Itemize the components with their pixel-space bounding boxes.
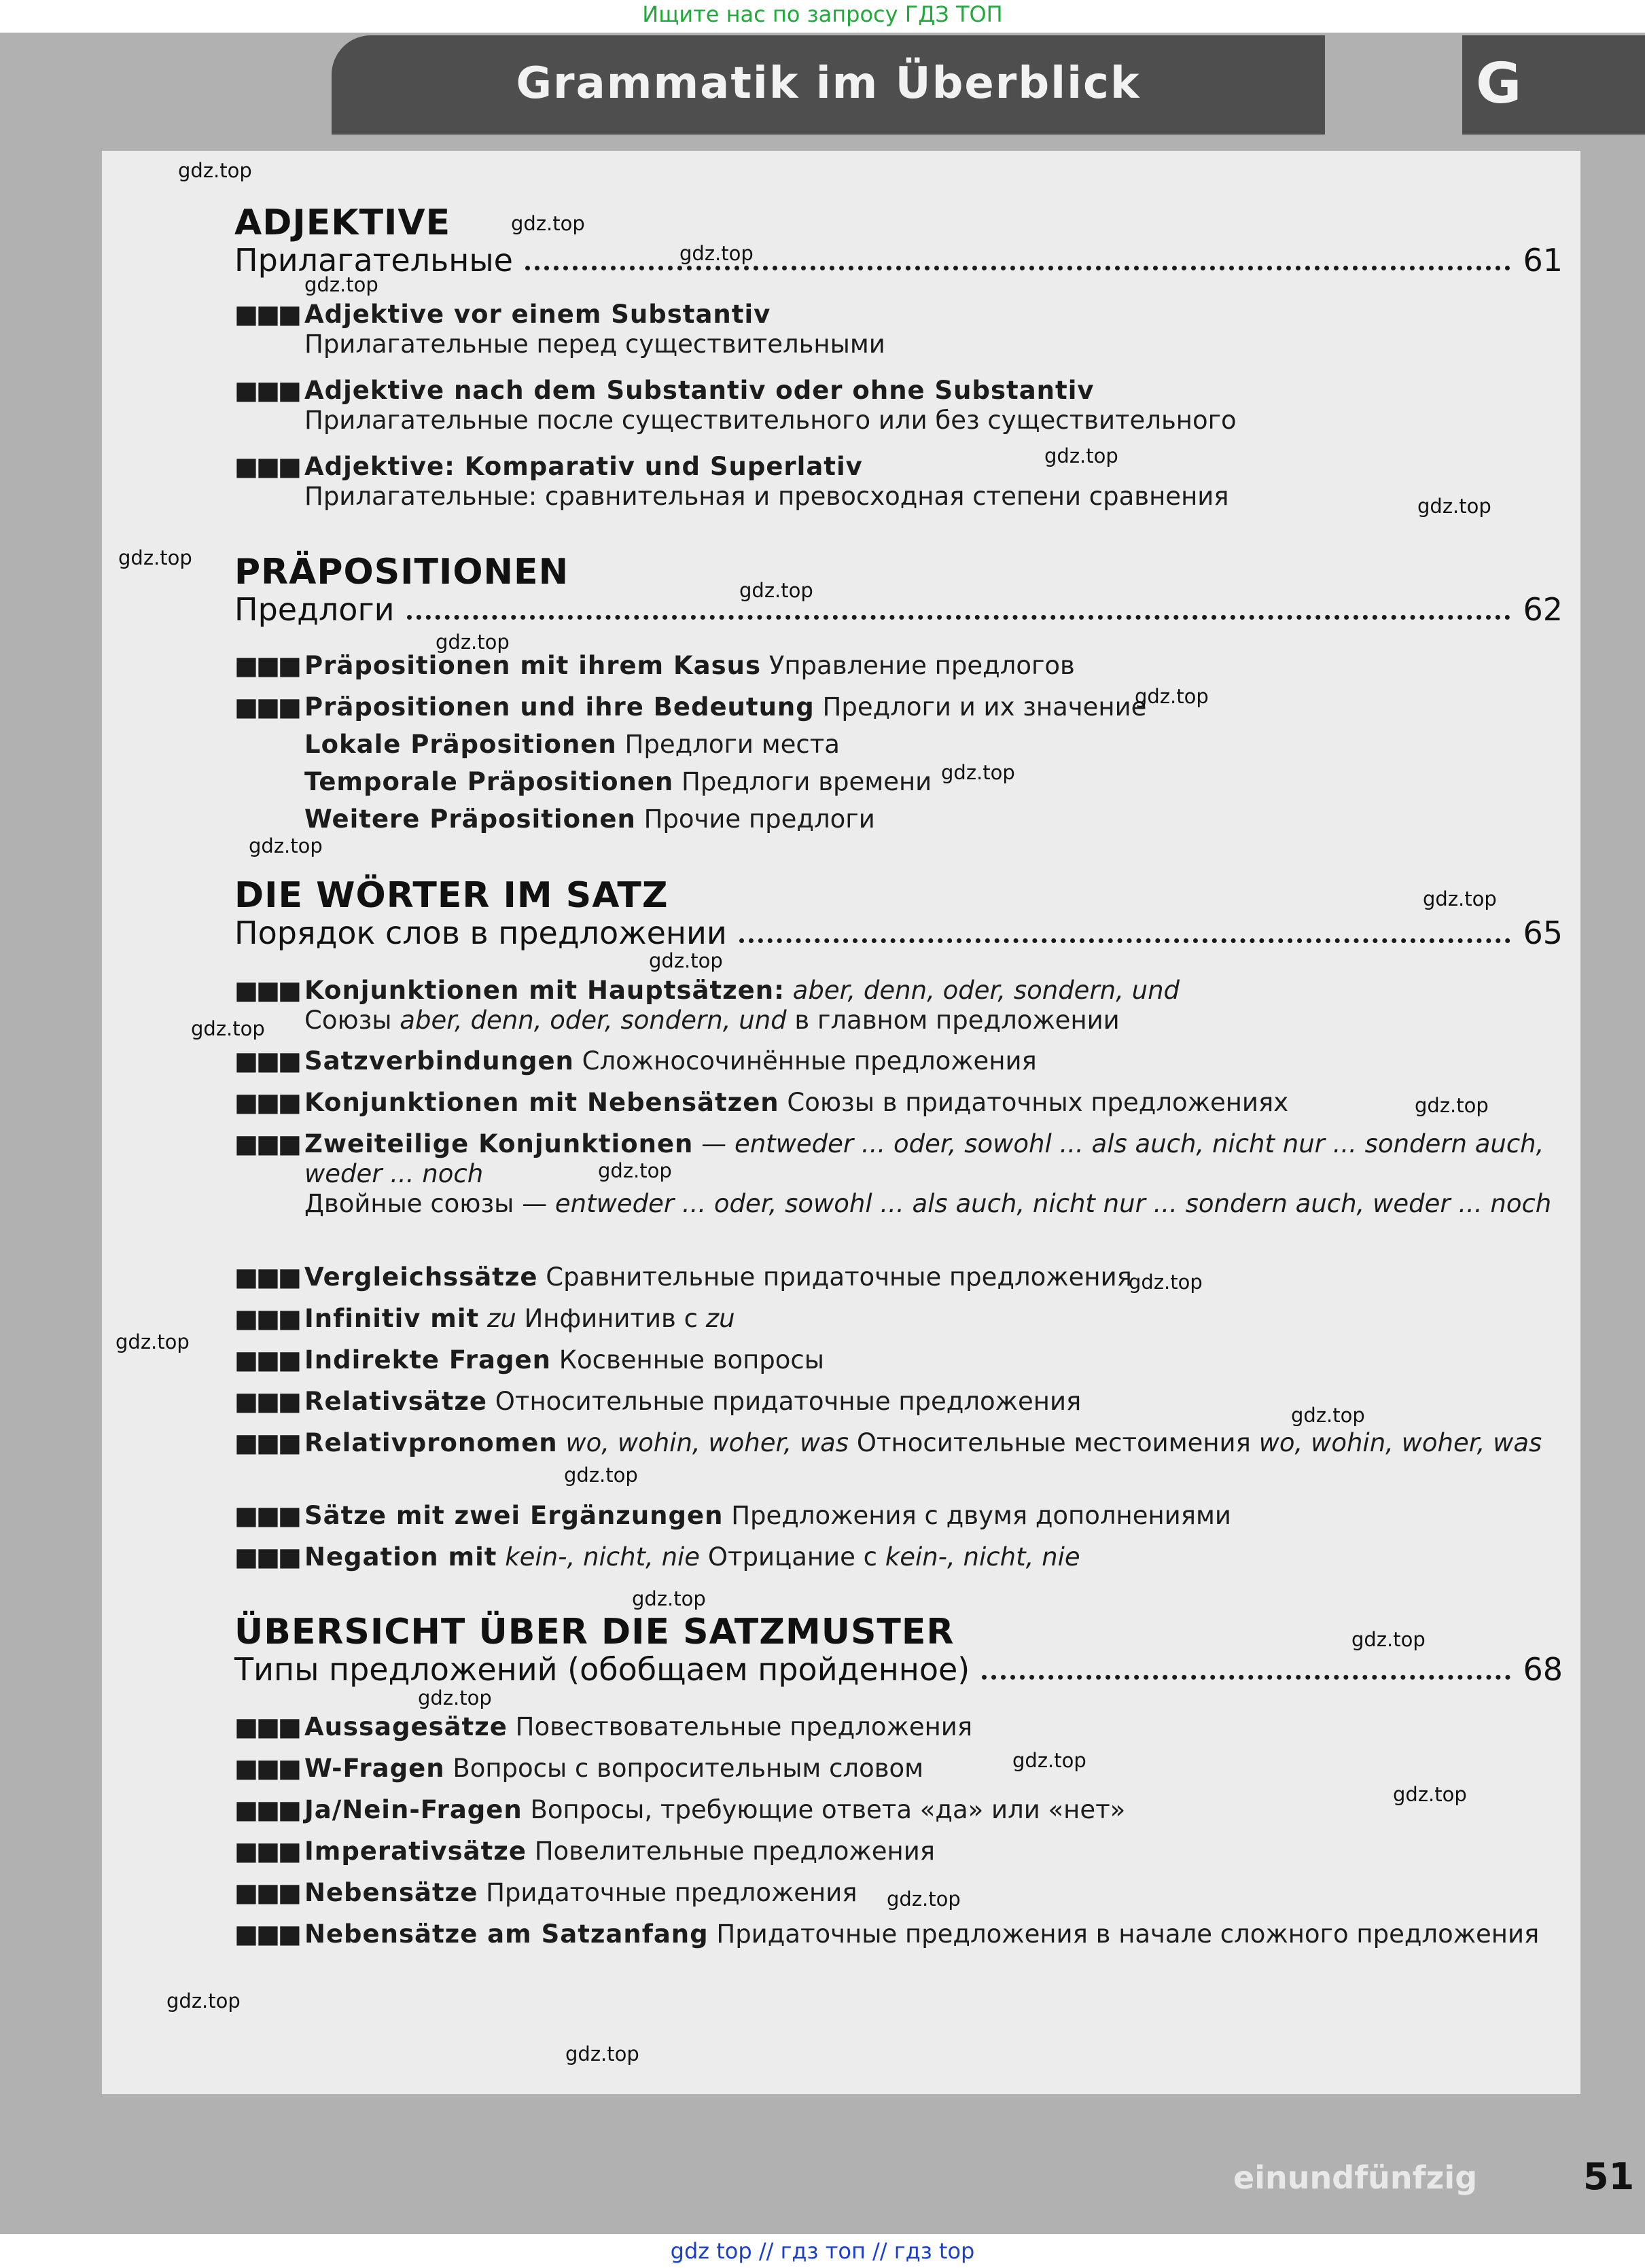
bottom-banner	[0, 2234, 1645, 2268]
watermark: gdz.top	[191, 1017, 265, 1040]
entry-translation-ru: Предлоги и их значение	[822, 692, 1147, 722]
watermark: gdz.top	[1129, 1271, 1203, 1294]
list-item	[234, 1345, 1563, 1375]
section-heading-adjektive: ADJEKTIVE	[234, 202, 451, 243]
entry-title-de: Satzverbindungen	[304, 1046, 574, 1076]
entry-translation-ru: Управление предлогов	[768, 651, 1075, 680]
sub-item-de: Weitere Präpositionen	[304, 804, 636, 834]
watermark: gdz.top	[511, 212, 585, 235]
bullet-squares-icon: ■■■	[234, 452, 300, 481]
bullet-squares-icon: ■■■	[234, 1712, 300, 1741]
bullet-squares-icon: ■■■	[234, 1919, 300, 1949]
watermark: gdz.top	[118, 546, 192, 569]
list-item	[234, 1919, 1563, 1949]
list-item	[234, 1262, 1563, 1292]
entry-title-de: W-Fragen	[304, 1754, 445, 1783]
entry-title-de: Konjunktionen mit Nebensätzen	[304, 1088, 779, 1117]
watermark: gdz.top	[941, 761, 1015, 784]
entry-examples-ru: wo, wohin, woher, was	[1258, 1428, 1542, 1457]
entry-translation-ru: Повелительные предложения	[534, 1837, 936, 1866]
entry-title-de: Adjektive vor einem Substantiv	[304, 300, 771, 329]
watermark: gdz.top	[679, 242, 754, 265]
list-item	[234, 651, 1563, 681]
watermark: gdz.top	[249, 834, 323, 857]
toc-line-adjektive[interactable]	[234, 238, 1563, 279]
entry-translation-ru: Вопросы с вопросительным словом	[453, 1754, 924, 1783]
watermark: gdz.top	[1417, 495, 1491, 518]
section-tab-letter: G	[1476, 52, 1522, 116]
toc-line-satzmuster[interactable]	[234, 1647, 1563, 1688]
toc-leader-dots	[982, 1675, 1510, 1680]
bullet-squares-icon: ■■■	[234, 1837, 300, 1866]
toc-page-number: 65	[1523, 915, 1563, 951]
entry-title-de: Präpositionen und ihre Bedeutung	[304, 692, 815, 722]
entry-title-de: Zweiteilige Konjunktionen	[304, 1129, 694, 1158]
top-banner-text: Ищите нас по запросу ГДЗ ТОП	[642, 1, 1003, 27]
bullet-squares-icon: ■■■	[234, 976, 300, 1005]
entry-title-de: Präpositionen mit ihrem Kasus	[304, 651, 762, 680]
bullet-squares-icon: ■■■	[234, 1088, 300, 1117]
watermark: gdz.top	[418, 1686, 492, 1709]
sub-item-de: Temporale Präpositionen	[304, 767, 674, 796]
bullet-squares-icon: ■■■	[234, 1754, 300, 1783]
watermark: gdz.top	[1291, 1404, 1365, 1427]
bullet-squares-icon: ■■■	[234, 692, 300, 722]
watermark: gdz.top	[178, 159, 252, 182]
bullet-squares-icon: ■■■	[234, 1046, 300, 1076]
sub-item-de: Lokale Präpositionen	[304, 730, 617, 759]
toc-leader-dots	[739, 938, 1511, 943]
entry-title-de: Aussagesätze	[304, 1712, 508, 1741]
watermark: gdz.top	[1393, 1783, 1467, 1806]
section-heading-praepositionen: PRÄPOSITIONEN	[234, 552, 569, 592]
toc-label: Прилагательные	[234, 242, 513, 279]
list-item	[234, 1542, 1563, 1572]
entry-translation-ru: Союзы в придаточных предложениях	[787, 1088, 1289, 1117]
section-tab	[1462, 35, 1645, 135]
entry-translation-ru: Сравнительные придаточные предложения	[546, 1262, 1132, 1292]
list-item	[234, 300, 1563, 359]
bullet-squares-icon: ■■■	[234, 1501, 300, 1530]
entry-translation-ru: Придаточные предложения в начале сложного предложения	[716, 1919, 1540, 1949]
entry-title-de: Konjunktionen mit Hauptsätzen:	[304, 976, 785, 1005]
entry-examples-de: wo, wohin, woher, was	[565, 1428, 849, 1457]
entry-examples-de: kein-, nicht, nie	[505, 1542, 701, 1572]
bullet-squares-icon: ■■■	[234, 1542, 300, 1572]
entry-translation-ru: Сложносочинённые предложения	[582, 1046, 1037, 1076]
entry-title-de: Adjektive: Komparativ und Superlativ	[304, 452, 863, 481]
sub-item-ru: Предлоги времени	[682, 767, 932, 796]
watermark: gdz.top	[1135, 685, 1209, 708]
entry-translation-ru: Относительные придаточные предложения	[495, 1387, 1082, 1416]
toc-label: Порядок слов в предложении	[234, 915, 727, 951]
toc-page-number: 68	[1523, 1651, 1563, 1688]
entry-dash: —	[701, 1129, 727, 1158]
watermark: gdz.top	[116, 1330, 190, 1353]
list-item	[234, 1837, 1563, 1866]
entry-examples-de: zu	[487, 1304, 516, 1333]
entry-examples-ru: entweder ... oder, sowohl ... als auch, nicht nur ... sondern auch, weder ... noch	[554, 1189, 1552, 1218]
list-item	[234, 1754, 1563, 1784]
header-band	[332, 35, 1325, 135]
bullet-squares-icon: ■■■	[234, 1387, 300, 1416]
sub-item	[304, 804, 1563, 834]
watermark: gdz.top	[1351, 1628, 1426, 1651]
entry-title-de: Adjektive nach dem Substantiv oder ohne Substantiv	[304, 376, 1095, 405]
watermark: gdz.top	[166, 1989, 241, 2013]
bullet-squares-icon: ■■■	[234, 1428, 300, 1457]
watermark: gdz.top	[565, 2042, 639, 2066]
entry-translation-ru: Отрицание с	[707, 1542, 877, 1572]
toc-leader-dots	[407, 615, 1511, 620]
section-heading-satzmuster: ÜBERSICHT ÜBER DIE SATZMUSTER	[234, 1612, 955, 1652]
entry-title-de: Vergleichssätze	[304, 1262, 538, 1292]
page-title: Grammatik im Überblick	[516, 58, 1141, 109]
watermark: gdz.top	[1415, 1094, 1489, 1117]
entry-title-de: Nebensätze	[304, 1878, 478, 1907]
bullet-squares-icon: ■■■	[234, 376, 300, 405]
watermark: gdz.top	[887, 1888, 961, 1911]
entry-examples-ru: zu	[705, 1304, 735, 1333]
bullet-squares-icon: ■■■	[234, 651, 300, 680]
entry-title-de: Imperativsätze	[304, 1837, 527, 1866]
list-item	[234, 1712, 1563, 1742]
list-item	[234, 976, 1563, 1035]
top-banner	[0, 0, 1645, 33]
toc-label: Предлоги	[234, 591, 395, 628]
list-item	[234, 376, 1563, 436]
entry-title-de: Nebensätze am Satzanfang	[304, 1919, 709, 1949]
entry-title-de: Relativpronomen	[304, 1428, 558, 1457]
watermark: gdz.top	[598, 1159, 672, 1182]
footer-page-word: einundfünfzig	[1233, 2159, 1478, 2196]
entry-translation-ru: Двойные союзы —	[304, 1189, 548, 1218]
sub-item-ru: Предлоги места	[624, 730, 840, 759]
list-item	[234, 1046, 1563, 1076]
list-item	[234, 1304, 1563, 1334]
toc-page-number: 61	[1523, 242, 1563, 279]
watermark: gdz.top	[632, 1587, 706, 1610]
sub-item	[304, 730, 1563, 760]
entry-examples-de: aber, denn, oder, sondern, und	[792, 976, 1180, 1005]
entry-translation-ru-end: в главном предложении	[794, 1006, 1120, 1035]
toc-leader-dots	[525, 266, 1511, 270]
bullet-squares-icon: ■■■	[234, 300, 300, 329]
list-item	[234, 1088, 1563, 1118]
list-item	[234, 1795, 1563, 1825]
bullet-squares-icon: ■■■	[234, 1262, 300, 1292]
list-item	[234, 1129, 1563, 1219]
watermark: gdz.top	[1044, 444, 1118, 467]
entry-title-de: Negation mit	[304, 1542, 497, 1572]
entry-translation-ru: Прилагательные перед существительными	[304, 330, 885, 359]
sub-item	[304, 767, 1563, 797]
list-item	[234, 452, 1563, 512]
bullet-squares-icon: ■■■	[234, 1129, 300, 1158]
bullet-squares-icon: ■■■	[234, 1304, 300, 1333]
entry-translation-ru: Вопросы, требующие ответа «да» или «нет»	[530, 1795, 1126, 1824]
entry-title-de: Sätze mit zwei Ergänzungen	[304, 1501, 724, 1530]
watermark: gdz.top	[436, 631, 510, 654]
toc-label: Типы предложений (обобщаем пройденное)	[234, 1651, 970, 1688]
bullet-squares-icon: ■■■	[234, 1345, 300, 1375]
entry-title-de: Relativsätze	[304, 1387, 488, 1416]
entry-title-de: Ja/Nein-Fragen	[304, 1795, 523, 1824]
entry-examples-ru: aber, denn, oder, sondern, und	[400, 1006, 787, 1035]
entry-translation-ru: Предложения с двумя дополнениями	[731, 1501, 1231, 1530]
sub-item-ru: Прочие предлоги	[643, 804, 875, 834]
toc-line-woerter-im-satz[interactable]	[234, 910, 1563, 951]
bottom-banner-text: gdz top // гдз топ // гдз top	[670, 2238, 975, 2264]
entry-translation-ru: Союзы	[304, 1006, 392, 1035]
watermark: gdz.top	[649, 949, 723, 972]
toc-page-number: 62	[1523, 591, 1563, 628]
page-number: 51	[1583, 2155, 1635, 2198]
list-item	[234, 1428, 1563, 1458]
bullet-squares-icon: ■■■	[234, 1795, 300, 1824]
entry-translation-ru: Относительные местоимения	[856, 1428, 1251, 1457]
entry-examples-de: entweder ... oder, sowohl ... als auch, nicht nur ... sondern auch, weder ... noch	[304, 1129, 1544, 1188]
entry-translation-ru: Прилагательные: сравнительная и превосходная степени сравнения	[304, 482, 1229, 511]
watermark: gdz.top	[739, 579, 813, 602]
list-item	[234, 692, 1563, 722]
entry-translation-ru: Инфинитив с	[524, 1304, 698, 1333]
watermark: gdz.top	[304, 273, 378, 296]
entry-examples-ru: kein-, nicht, nie	[885, 1542, 1080, 1572]
bullet-squares-icon: ■■■	[234, 1878, 300, 1907]
section-heading-woerter-im-satz: DIE WÖRTER IM SATZ	[234, 875, 669, 916]
entry-translation-ru: Косвенные вопросы	[559, 1345, 824, 1375]
entry-translation-ru: Повествовательные предложения	[515, 1712, 973, 1741]
entry-title-de: Indirekte Fragen	[304, 1345, 551, 1375]
watermark: gdz.top	[564, 1464, 638, 1487]
entry-translation-ru: Прилагательные после существительного или без существительного	[304, 406, 1237, 435]
entry-title-de: Infinitiv mit	[304, 1304, 480, 1333]
watermark: gdz.top	[1012, 1749, 1086, 1772]
entry-translation-ru: Придаточные предложения	[486, 1878, 857, 1907]
watermark: gdz.top	[1423, 887, 1497, 910]
list-item	[234, 1501, 1563, 1531]
toc-line-praepositionen[interactable]	[234, 587, 1563, 628]
